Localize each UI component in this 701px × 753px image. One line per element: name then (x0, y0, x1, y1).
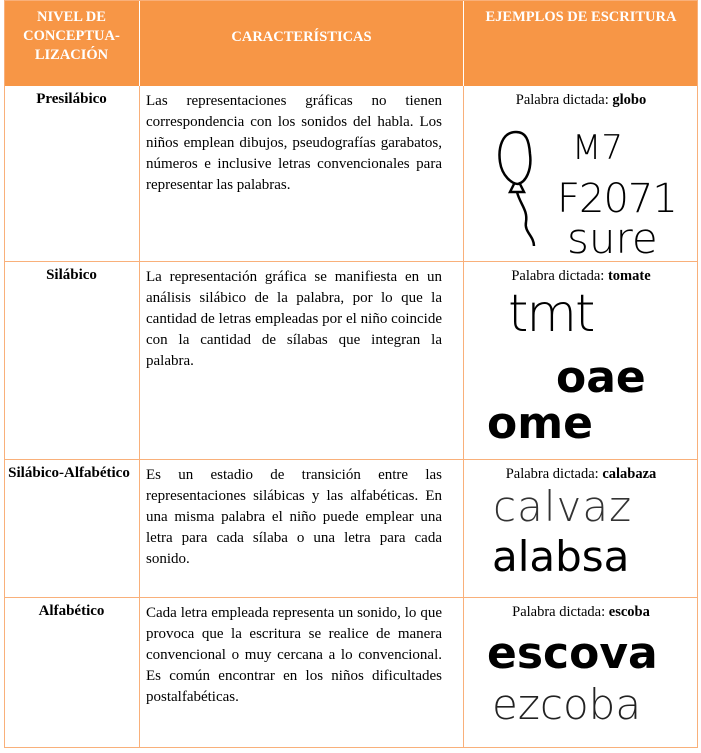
table-row (4, 460, 698, 598)
balloon-drawing (494, 126, 544, 256)
handwriting-sample: calvaz (493, 482, 633, 531)
handwriting-sample: sure (567, 214, 658, 263)
table-row (4, 262, 698, 460)
handwriting-sample: ezcoba (492, 680, 642, 729)
dictated-word-value: calabaza (602, 466, 657, 482)
dictated-label: Palabra dictada: (515, 92, 609, 108)
header-characteristics: CARACTERÍSTICAS (140, 0, 463, 86)
handwriting-sample: F2071 (557, 176, 677, 222)
level-name: Silábico (46, 267, 97, 283)
handwriting-sample: M7 (572, 128, 623, 168)
header-level: NIVEL DE CONCEPTUA-LIZACIÓN (4, 0, 139, 86)
dictated-word (464, 603, 698, 622)
dictated-label: Palabra dictada: (512, 604, 606, 620)
level-name: Silábico-Alfabético (8, 465, 130, 481)
level-description: Cada letra empleada representa un sonido, lo que provoca que la escritura se realice de manera convencional o muy cercana a lo convencional. Es común encontrar en los niños dificultades postalfabéticas. (146, 605, 442, 705)
level-description: Las representaciones gráficas no tienen correspondencia con los sonidos del habla. Los niños emplean dibujos, pseudografías garabatos, números e inclusive letras convencionales para representar las palabras. (146, 93, 442, 193)
table-row (4, 86, 698, 262)
table-border (4, 0, 5, 748)
dictated-label: Palabra dictada: (505, 466, 599, 482)
dictated-word (464, 91, 698, 110)
level-name: Alfabético (38, 603, 105, 619)
dictated-word-value: escoba (608, 604, 650, 620)
header-examples: EJEMPLOS DE ESCRITURA (464, 0, 698, 86)
dictated-word-value: globo (612, 92, 647, 108)
handwriting-sample: tmt (508, 284, 594, 344)
level-description: La representación gráfica se manifiesta en un análisis silábico de la palabra, por lo que la cantidad de letras empleadas por el niño coincide con la cantidad de sílabas que integran la palabra. (146, 269, 442, 369)
table-row (4, 598, 698, 748)
handwriting-sample: escova (487, 628, 658, 679)
level-name: Presilábico (36, 91, 107, 107)
dictated-label: Palabra dictada: (511, 268, 605, 284)
level-description: Es un estadio de transición entre las representaciones silábicas y las alfabéticas. En una misma palabra el niño puede emplear una letra para cada sílaba o una letra para cada sonido. (146, 467, 442, 567)
handwriting-sample: oae (556, 352, 646, 403)
handwriting-sample: alabsa (492, 532, 630, 581)
dictated-word-value: tomate (607, 268, 651, 284)
handwriting-sample: ome (487, 398, 593, 449)
writing-levels-table (4, 0, 698, 748)
